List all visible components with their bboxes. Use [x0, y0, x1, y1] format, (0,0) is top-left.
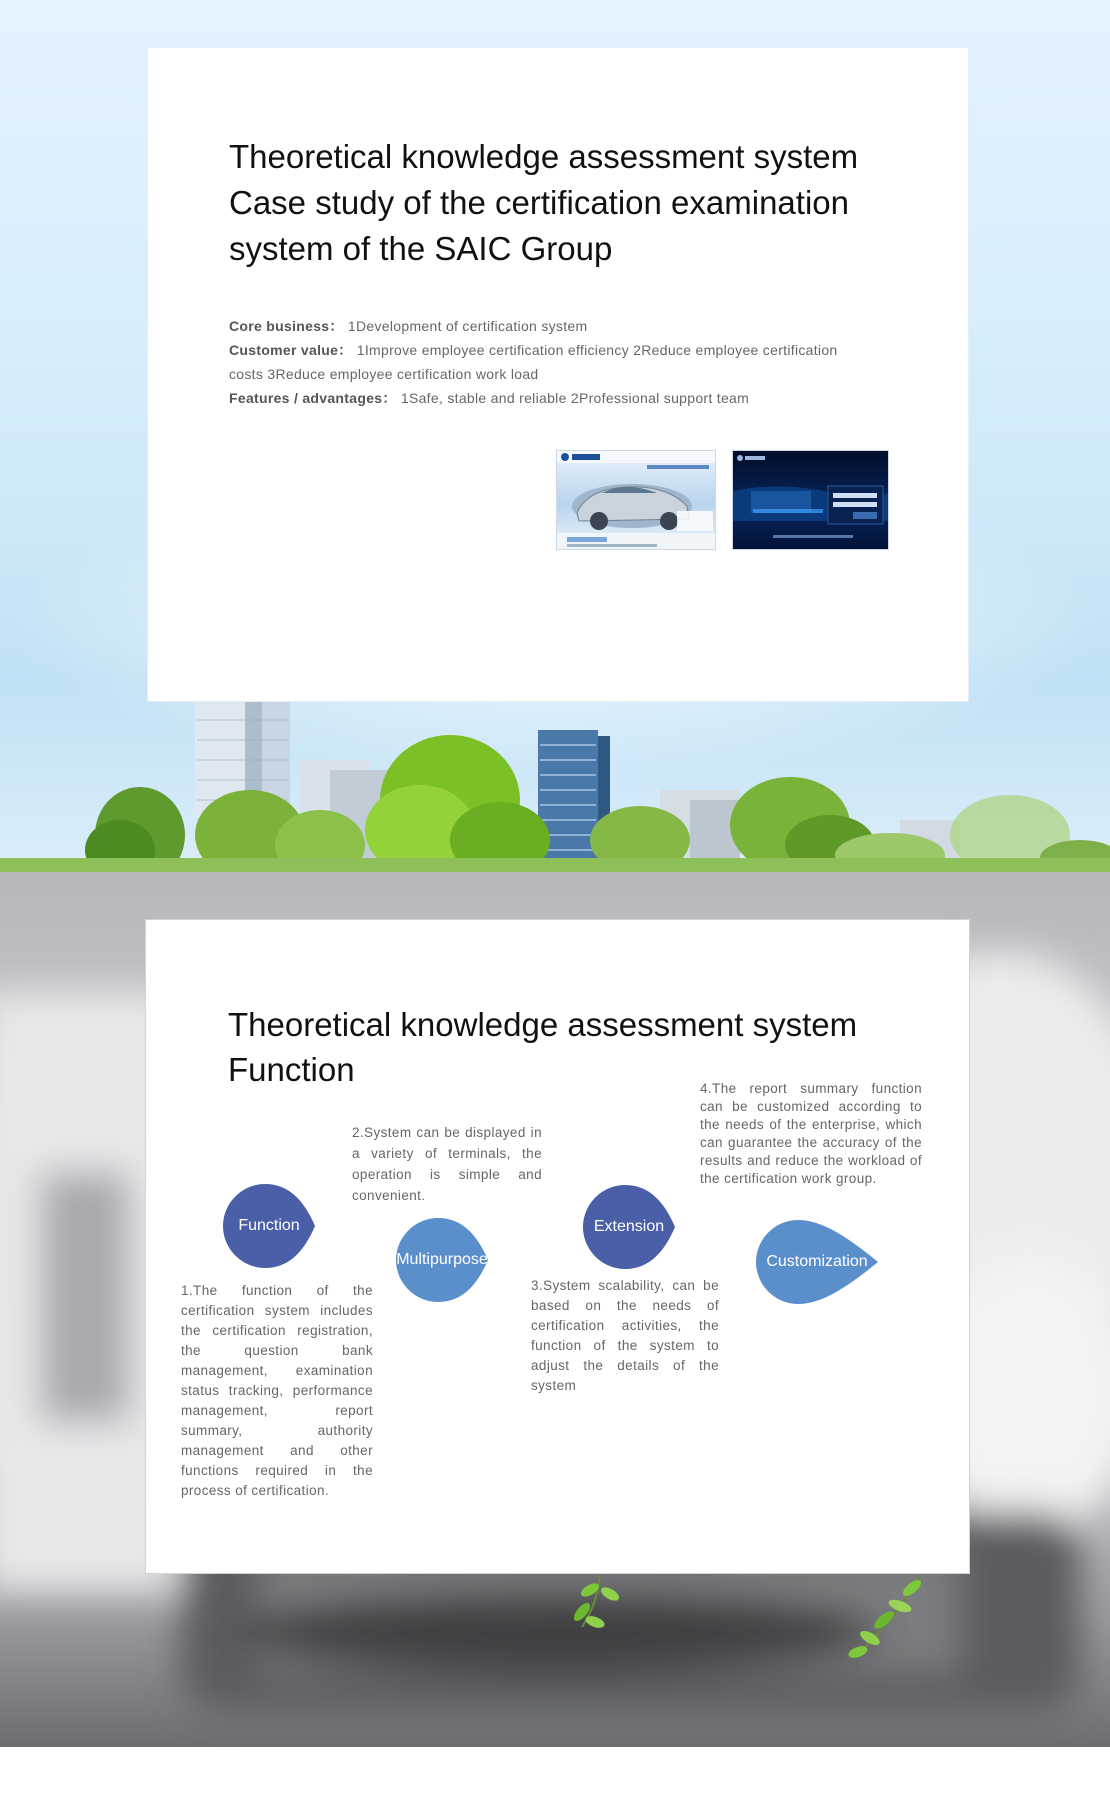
function-card: [145, 919, 970, 1574]
title-line: Case study of the certification examination: [229, 184, 849, 221]
leaf-decoration-right: [840, 1572, 930, 1662]
function-section: [0, 872, 1110, 1747]
title-line: Theoretical knowledge assessment system: [228, 1006, 858, 1043]
multi-purpose-drop: [396, 1218, 500, 1302]
multi-purpose-description: 2.System can be displayed in a variety of terminals, the operation is simple and convenient.: [352, 1125, 542, 1203]
portal-screenshot-thumbnail: [556, 450, 716, 550]
function-description: 1.The function of the certification system includes the certification registration, the question bank management, examination status tracking, performance management, report summary, authority management and other functions required in the process of certification.: [181, 1283, 373, 1498]
core-business-row: [229, 314, 919, 338]
customer-value-text: 1Improve employee certification efficiency 2Reduce employee certification: [356, 342, 838, 358]
core-business-value: 1Development of certification system: [347, 318, 588, 334]
function-drop: [223, 1184, 327, 1268]
core-business-label: Core business：: [229, 318, 344, 334]
function-title: [228, 1002, 928, 1092]
login-screenshot-thumbnail: [732, 450, 889, 550]
extension-description: 3.System scalability, can be based on the needs of certification activities, the function of the system to adjust the details of the system: [531, 1278, 719, 1393]
case-study-section: [0, 0, 1110, 872]
title-line: Function: [228, 1051, 355, 1088]
drop-label-line: purpose: [429, 1251, 488, 1268]
multi-purpose-drop-label: [396, 1218, 488, 1302]
customization-drop: [756, 1220, 886, 1304]
extension-drop-label: Extension: [593, 1218, 665, 1235]
function-drop-label: Function: [238, 1217, 300, 1234]
features-row: [229, 386, 919, 410]
case-study-title: [229, 134, 929, 272]
drop-label-line: Multi: [396, 1251, 430, 1268]
customization-drop-label: Customization: [766, 1253, 868, 1270]
customer-value-row: [229, 338, 919, 362]
customer-value-label: Customer value：: [229, 342, 353, 358]
case-study-info: [229, 314, 919, 410]
title-line: Theoretical knowledge assessment system: [229, 138, 859, 175]
features-label: Features / advantages：: [229, 390, 397, 406]
features-value: 1Safe, stable and reliable 2Professional support team: [400, 390, 750, 406]
extension-drop: [583, 1185, 687, 1269]
customer-value-text: costs 3Reduce employee certification work load: [229, 366, 539, 382]
customization-description: 4.The report summary function can be customized according to the needs of the enterprise, which can guarantee the accuracy of the results and reduce the workload of the certification work group.: [700, 1081, 922, 1186]
leaf-decoration-left: [560, 1572, 640, 1642]
title-line: system of the SAIC Group: [229, 230, 613, 267]
customer-value-row-cont: [229, 362, 919, 386]
case-study-card: [147, 47, 969, 702]
